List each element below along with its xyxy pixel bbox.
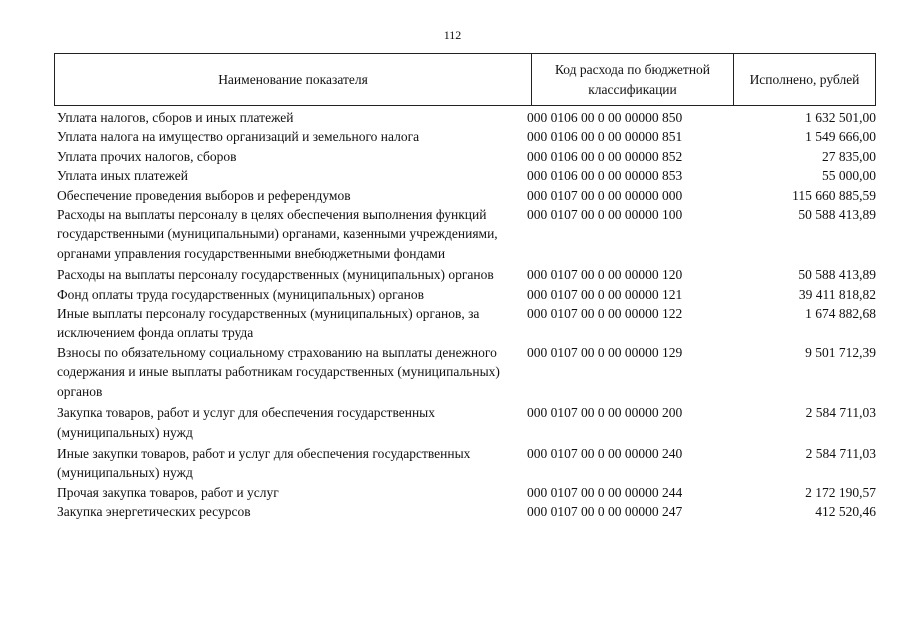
table-row <box>57 166 877 185</box>
row-amount: 9 501 712,39 <box>805 344 876 360</box>
row-name: Уплата иных платежей <box>57 168 188 184</box>
table-row <box>57 502 877 521</box>
row-name: Расходы на выплаты персоналу государственных (муниципальных) органов <box>57 267 494 283</box>
row-name: Иные выплаты персоналу государственных (муниципальных) органов, за исключением фонда оплаты труда <box>57 306 480 341</box>
row-code: 000 0107 00 0 00 00000 247 <box>527 504 683 520</box>
table-row <box>57 483 877 502</box>
table-row <box>57 186 877 205</box>
row-code: 000 0107 00 0 00 00000 121 <box>527 286 683 302</box>
row-name: Расходы на выплаты персоналу в целях обеспечения выполнения функций государственными (муниципальными) органами, казенными учреждениями, органами управления государственными внебюджетными фондами <box>57 207 498 261</box>
row-name: Уплата налога на имущество организаций и земельного налога <box>57 129 420 145</box>
row-name: Закупка энергетических ресурсов <box>57 504 251 520</box>
row-amount: 2 584 711,03 <box>805 405 876 421</box>
row-name: Фонд оплаты труда государственных (муниципальных) органов <box>57 286 424 302</box>
row-amount: 39 411 818,82 <box>798 286 876 302</box>
row-code: 000 0106 00 0 00 00000 851 <box>527 129 683 145</box>
table-row <box>57 108 877 127</box>
row-amount: 2 172 190,57 <box>805 484 876 500</box>
row-amount: 115 660 885,59 <box>792 187 876 203</box>
row-code: 000 0107 00 0 00 00000 120 <box>527 267 683 283</box>
header-code: Код расхода по бюджетной классификации <box>532 54 734 105</box>
row-code: 000 0106 00 0 00 00000 853 <box>527 168 683 184</box>
table-row <box>57 127 877 146</box>
row-amount: 55 000,00 <box>822 168 876 184</box>
row-amount: 50 588 413,89 <box>798 207 876 223</box>
table-row <box>57 265 877 284</box>
row-code: 000 0107 00 0 00 00000 200 <box>527 405 683 421</box>
header-name: Наименование показателя <box>55 54 532 105</box>
row-name: Уплата налогов, сборов и иных платежей <box>57 110 294 125</box>
row-amount: 2 584 711,03 <box>805 445 876 461</box>
row-amount: 412 520,46 <box>815 504 876 520</box>
row-amount: 1 674 882,68 <box>805 306 876 322</box>
header-amount: Исполнено, рублей <box>749 71 860 87</box>
row-name: Прочая закупка товаров, работ и услуг <box>57 484 279 500</box>
table-row <box>57 403 877 442</box>
row-code: 000 0107 00 0 00 00000 240 <box>527 445 683 461</box>
row-code: 000 0107 00 0 00 00000 000 <box>527 187 683 203</box>
table-row <box>57 285 877 304</box>
table-header <box>54 53 876 106</box>
row-name: Уплата прочих налогов, сборов <box>57 148 237 164</box>
row-amount: 50 588 413,89 <box>798 267 876 283</box>
row-code: 000 0107 00 0 00 00000 129 <box>527 344 683 360</box>
row-amount: 27 835,00 <box>822 148 876 164</box>
table-row <box>57 205 877 263</box>
table-row <box>57 304 877 343</box>
row-amount: 1 549 666,00 <box>805 129 876 145</box>
row-amount: 1 632 501,00 <box>805 110 876 125</box>
table-body <box>57 108 877 522</box>
table-row <box>57 444 877 483</box>
table-row <box>57 147 877 166</box>
row-code: 000 0106 00 0 00 00000 852 <box>527 148 683 164</box>
row-code: 000 0107 00 0 00 00000 244 <box>527 484 683 500</box>
row-name: Обеспечение проведения выборов и референдумов <box>57 187 351 203</box>
page-number: 112 <box>443 28 462 42</box>
row-name: Иные закупки товаров, работ и услуг для обеспечения государственных (муниципальных) нужд <box>57 445 471 481</box>
row-name: Закупка товаров, работ и услуг для обеспечения государственных (муниципальных) нужд <box>57 405 436 440</box>
row-code: 000 0106 00 0 00 00000 850 <box>527 110 683 125</box>
row-code: 000 0107 00 0 00 00000 100 <box>527 207 683 223</box>
table-row <box>57 343 877 401</box>
row-name: Взносы по обязательному социальному страхованию на выплаты денежного содержания и иные выплаты работникам государственных (муниципальных) органов <box>57 344 500 399</box>
row-code: 000 0107 00 0 00 00000 122 <box>527 306 683 322</box>
